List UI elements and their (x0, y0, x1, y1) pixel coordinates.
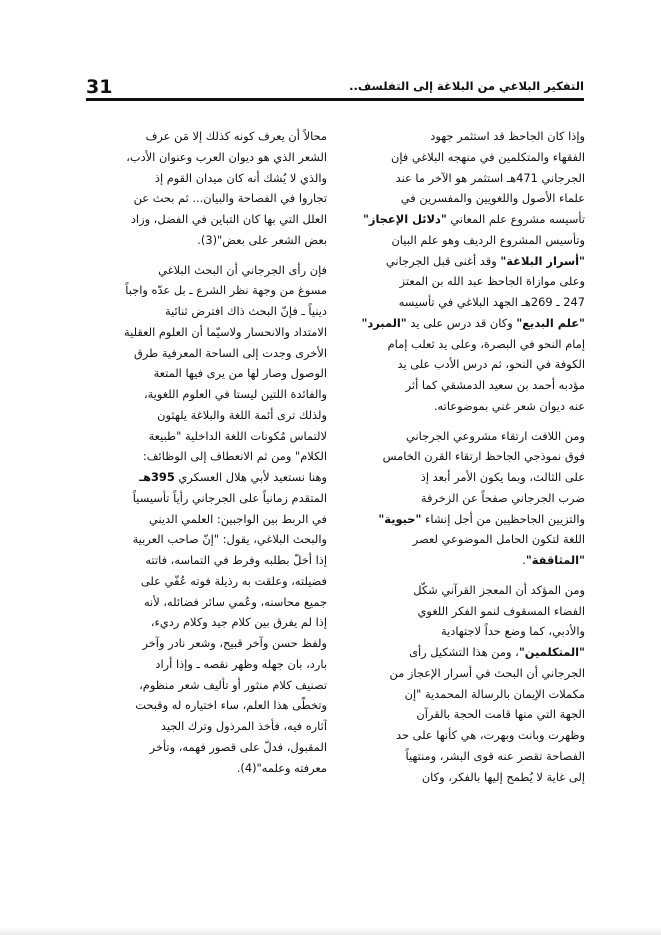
text-line: عنه ديوان شعر غني بموضوعاته. (433, 398, 585, 413)
paragraph (345, 126, 585, 417)
text-line: إلى غاية لا يُطمح إليها بالفكر، وكان (421, 769, 585, 784)
text-line: والفائدة اللتين ليستا في العلوم اللغوية، (143, 387, 327, 401)
text-line: ولفظ حسن وآخر قبيح، وشعر نادر وآخر (142, 636, 327, 650)
right-column (345, 126, 585, 787)
text-line: "علم البديع" وكان قد درس على يد "المبرد" (361, 315, 585, 330)
text-line: العلل التي بها كان التباين في الفضل، وزاد (130, 212, 327, 226)
text-line: في الربط بين الواجبين: العلمي الديني (148, 511, 327, 526)
text-line: وتأسيس المشروع الرديف وهو علم البيان (391, 232, 585, 247)
text-line: الجهة التي منها قامت الحجة بالقرآن (416, 707, 585, 722)
text-line: المقبول، فدلّ على قصور فهمه، وتأخر (149, 739, 327, 754)
left-column (87, 126, 327, 778)
text-line: وإذا كان الجاحظ قد استثمر جهود (430, 129, 585, 143)
text-line: والبحث البلاغي، يقول: "إنّ صاحب العربية (132, 532, 327, 547)
text-line: فإن رأى الجرجاني أن البحث البلاغي (158, 262, 327, 277)
text-line: إمام النحو في البصرة، وعلى يد ثعلب إمام (387, 336, 585, 351)
page-number: 31 (86, 76, 113, 98)
text-line: فضيلته، وعلقت به رذيلة فوته عُفّي على (140, 573, 327, 588)
text-line: المتقدم زمانياً على الجرجاني رأياً تأسيسياً (132, 490, 327, 505)
text-line: الجرجاني أن البحث في أسرار الإعجاز من (389, 665, 585, 680)
text-line: مكملات الإيمان بالرسالة المحمدية "إن (404, 686, 585, 701)
text-line: الكلام" ومن ثم الانعطاف إلى الوظائف: (142, 449, 327, 464)
text-line: ضرب الجرجاني صفحاً عن الزخرفة (420, 490, 585, 505)
text-line: دينياً ـ فإنّ البحث ذاك افترض ثنائية (164, 304, 327, 318)
text-line: وهنا نستعيد لأبي هلال العسكري 395هـ (139, 470, 327, 484)
text-line: مسوغ من وجهة نظر الشرع ـ بل عدّه واجباً (125, 283, 327, 298)
text-line: ومن المؤكد أن المعجز القرآني شكّل (413, 582, 585, 597)
text-line: والذي لا يُشك أنه كان ميدان القوم إذ (154, 170, 327, 185)
text-line: 247 ـ 269هـ الجهد البلاغي في تأسيسه (398, 295, 585, 309)
text-line: تجاروا في الفصاحة والبيان... ثم بحث عن (133, 191, 327, 206)
paragraph (87, 126, 327, 251)
text-line: الامتداد والانحسار ولاسيّما أن العلوم العقلية (124, 324, 327, 339)
text-line: الفصاحة تقصر عنه قوى البشر، ومنتهياً (405, 748, 585, 763)
text-line: "المتكلمين"، ومن هذا التشكيل رأى (409, 645, 585, 659)
text-line: ومن اللافت ارتقاء مشروعي الجرجاني (405, 428, 585, 443)
text-line: آثاره فيه، فأخذ المرذول وترك الجيد (160, 719, 327, 733)
text-line: الكوفة في النحو، ثم درس الأدب على يد (397, 357, 585, 372)
text-line: الأخرى وجدت إلى الساحة المعرفية طرق (134, 345, 327, 360)
text-line: وتخطّى هذا العلم، ساء اختياره له وقبحت (135, 698, 327, 713)
text-line: وعلى موازاة الجاحظ عبد الله بن المعتز (399, 274, 585, 289)
text-line: تأسيسه مشروع علم المعاني "دلائل الإعجاز" (362, 212, 585, 226)
text-line: والتزيين الجاحظيين من أجل إنشاء "حيوية" (378, 511, 585, 526)
text-line: إذا لم يفرق بين كلام جيد وكلام رديء، (150, 615, 327, 630)
text-line: لالتماس مُكونات اللغة الداخلية "طبيعة (148, 428, 327, 443)
text-line: "المثاقفة". (522, 553, 585, 567)
running-title: التفكير البلاغي من البلاغة إلى التفلسف.. (349, 79, 584, 93)
text-line: بارد، بان جهله وظهر نقصه ـ وإذا أراد (155, 656, 327, 671)
text-line: اللغة لتكون الحامل الموضوعي لعصر (412, 532, 585, 547)
text-line: "أسرار البلاغة" وقد أغنى قبل الجرجاني (385, 253, 585, 268)
text-line: ولذلك ترى أئمة اللغة والبلاغة يلهثون (157, 407, 327, 422)
text-line: على الثالث، وبما يكون الأمر أبعد إذ (420, 470, 585, 484)
text-line: والأدبي، كما وضع حداً لاجتهادية (440, 624, 585, 639)
text-line: تصنيف كلام منثور أو تأليف شعر منظوم، (139, 677, 327, 692)
running-header (86, 76, 584, 102)
paragraph (345, 580, 585, 788)
header-rule (86, 98, 584, 101)
text-line: بعض الشعر على بعض"(3). (197, 232, 327, 247)
text-line: علماء الأصول واللغويين والمفسرين في (400, 191, 585, 206)
page-bottom-shadow (0, 927, 661, 935)
text-line: فوق نموذجي الجاحظ ارتقاء القرن الخامس (382, 449, 585, 464)
text-line: معرفته وعلمه"(4). (236, 760, 327, 775)
paragraph (345, 426, 585, 571)
text-line: الفقهاء والمتكلمين في منهجه البلاغي فإن (390, 149, 585, 164)
text-line: الجرجاني 471هـ استثمر هو الآخر ما عند (395, 170, 585, 185)
text-line: مؤدبه أحمد بن سعيد الدمشقي كما أثر (405, 378, 585, 392)
text-line: الفضاء المسقوف لنمو الفكر اللغوي (417, 603, 585, 618)
text-line: جميع محاسنه، وعُمي سائر فضائله، لأنه (143, 594, 327, 609)
text-line: الوصول وصار لها من يرى فيها المتعة (153, 366, 327, 381)
text-line: الشعر الذي هو ديوان العرب وعنوان الأدب، (126, 149, 327, 164)
paragraph (87, 260, 327, 779)
text-line: محالاً أن يعرف كونه كذلك إلا مَن عرف (145, 129, 327, 143)
text-line: وظهرت وبانت وبهرت، هي كأنها على حد (395, 728, 585, 742)
text-line: إذا أخلّ بطلبه وفرط في التماسه، فاتته (145, 553, 327, 567)
